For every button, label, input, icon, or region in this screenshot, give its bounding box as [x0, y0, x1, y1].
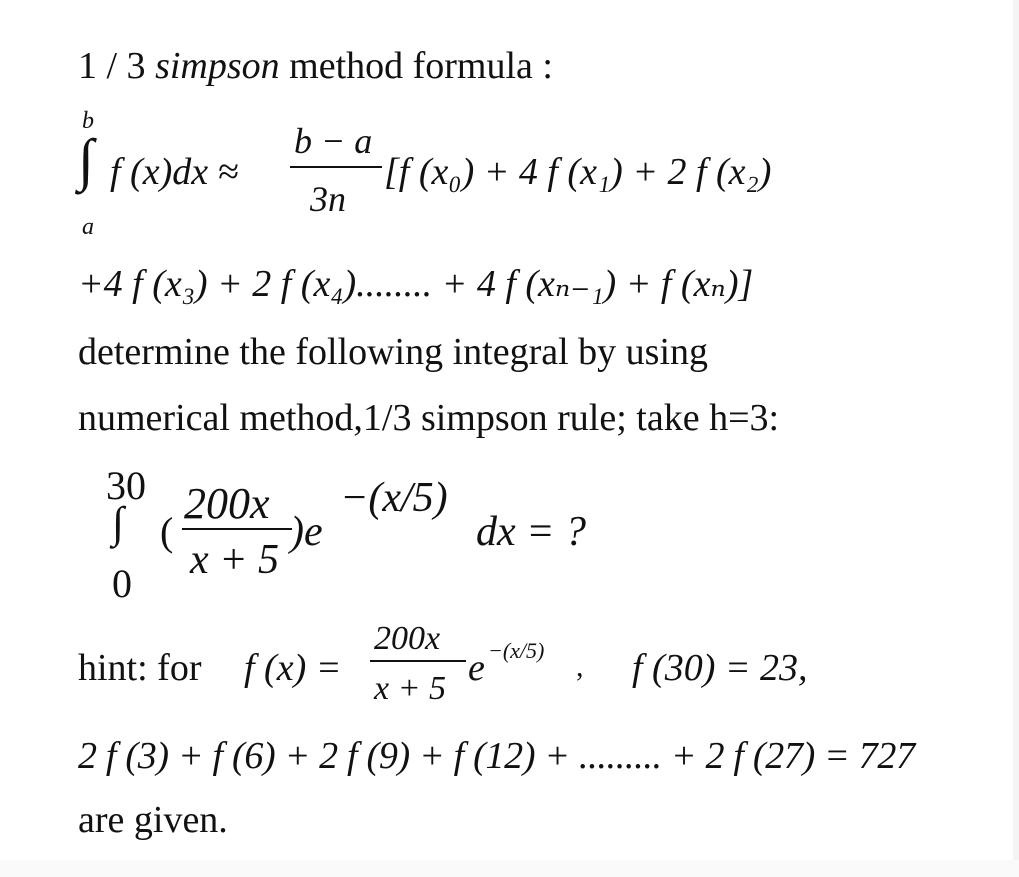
hint-label: hint: for: [78, 647, 202, 689]
page-edge-bottom: [0, 860, 1019, 877]
formula-fraction-denominator: 3n: [310, 179, 346, 219]
formula-integrand: f (x)dx ≈: [110, 151, 239, 193]
problem-tail: dx = ?: [476, 509, 586, 555]
heading-number: 1 / 3: [78, 45, 146, 87]
instruction-line2: numerical method,1/3 simpson rule; take h=3:: [78, 397, 780, 439]
hint-denominator: x + 5: [374, 670, 447, 707]
formula-upper-limit: b: [82, 108, 94, 134]
formula-lower-limit: a: [82, 214, 94, 240]
formula-integral-sign: ∫: [78, 127, 94, 192]
hint-fraction-bar: [370, 660, 466, 662]
hint-numerator: 200x: [374, 620, 441, 657]
problem-numerator: 200x: [184, 479, 270, 528]
heading-rest: method formula :: [289, 45, 553, 87]
problem-denominator: x + 5: [190, 537, 279, 583]
page-edge-right: [1013, 0, 1019, 877]
problem-lower-limit: 0: [112, 561, 132, 606]
hint-closing: are given.: [78, 799, 228, 841]
instruction-line1: determine the following integral by using: [78, 331, 709, 373]
problem-integral-sign: ∫: [112, 498, 125, 547]
hint-e: e: [468, 647, 485, 689]
hint-comma: ,: [576, 650, 584, 683]
formula-terms-line2: +4 f (x₃) + 2 f (x₄)........ + 4 f (xₙ₋₁) + f (xₙ)]: [78, 263, 754, 305]
heading-simpson: simpson: [155, 45, 280, 87]
problem-exponent: −(x/5): [340, 475, 448, 521]
hint-given-value: f (30) = 23,: [632, 647, 808, 689]
hint-exponent: −(x/5): [488, 638, 545, 663]
formula-fraction-bar: [290, 166, 382, 168]
problem-upper-limit: 30: [106, 463, 146, 508]
heading-line: [78, 44, 553, 88]
hint-sum-line: 2 f (3) + f (6) + 2 f (9) + f (12) + ......... + 2 f (27) = 727: [78, 735, 915, 777]
problem-fraction-bar: [182, 528, 292, 530]
hint-fx: f (x) =: [244, 647, 342, 689]
problem-open-paren: (: [160, 509, 174, 554]
problem-close-e: )e: [290, 509, 323, 555]
formula-fraction-numerator: b − a: [294, 121, 373, 161]
formula-terms-line1: [f (x₀) + 4 f (x₁) + 2 f (x₂): [384, 151, 772, 193]
